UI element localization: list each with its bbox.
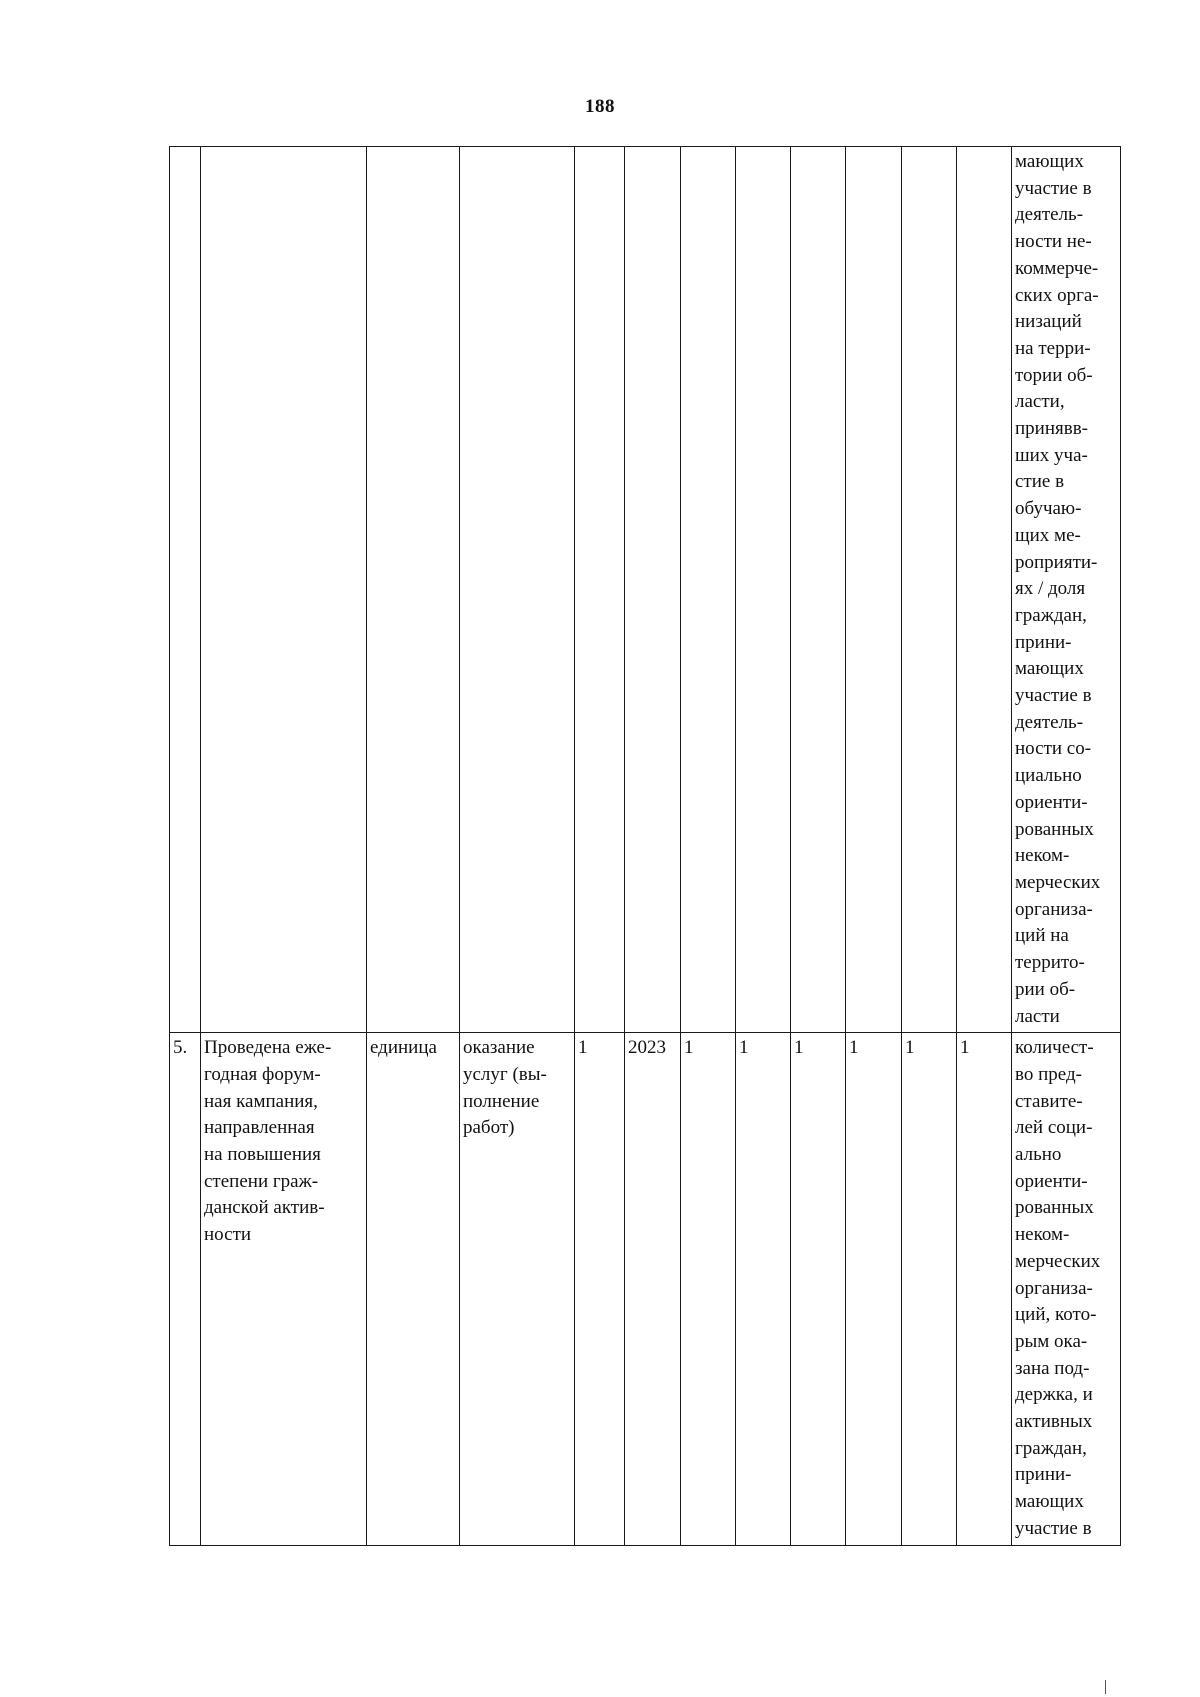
cell-line: щих ме-	[1015, 524, 1081, 546]
cell-line: прини-	[1015, 1464, 1072, 1486]
cell-line: ально	[1015, 1144, 1062, 1166]
cell-line: низаций	[1015, 311, 1082, 333]
cell-unit: единица	[367, 1033, 460, 1545]
cell-line: прини-	[1015, 631, 1072, 653]
cell-number	[170, 147, 201, 1033]
cell-value-1: 1	[681, 1033, 736, 1545]
cell-line: на терри-	[1015, 337, 1091, 359]
cell-base-value	[575, 147, 625, 1033]
page-number: 188	[585, 96, 615, 117]
cell-line: рым ока-	[1015, 1330, 1088, 1352]
cell-line: ности не-	[1015, 231, 1092, 253]
cell-line: рованных	[1015, 1197, 1094, 1219]
cell-line: ций, кото-	[1015, 1304, 1097, 1326]
cell-line: ций на	[1015, 925, 1069, 947]
cell-line: полнение	[463, 1090, 540, 1112]
cell-type	[460, 1033, 575, 1545]
cell-line: мающих	[1015, 1491, 1084, 1513]
cell-value-1	[681, 147, 736, 1033]
cell-value-2	[736, 147, 791, 1033]
cell-line: ских орга-	[1015, 284, 1099, 306]
cell-line: оказание	[463, 1037, 535, 1059]
cell-line: годная форум-	[204, 1063, 321, 1085]
cell-line: степени граж-	[204, 1170, 319, 1192]
cell-line: ности со-	[1015, 738, 1092, 760]
cell-line: мерческих	[1015, 871, 1101, 893]
cell-line: роприяти-	[1015, 551, 1098, 573]
cell-line: количест-	[1015, 1037, 1094, 1059]
cell-value-5	[902, 147, 957, 1033]
cell-value-4: 1	[846, 1033, 902, 1545]
cell-line: на повышения	[204, 1144, 321, 1166]
cell-line: мающих	[1015, 658, 1084, 680]
cell-line: участие в	[1015, 685, 1092, 707]
cell-base-value: 1	[575, 1033, 625, 1545]
cell-name	[201, 1033, 367, 1545]
cell-indicator	[1012, 1033, 1121, 1545]
cell-line: граждан,	[1015, 604, 1087, 626]
cell-line: ности	[204, 1224, 252, 1246]
cell-line: ная кампания,	[204, 1090, 318, 1112]
cell-line: ласти	[1015, 1005, 1060, 1027]
cell-line: активных	[1015, 1411, 1093, 1433]
cell-line: неком-	[1015, 845, 1070, 867]
cell-value-5: 1	[902, 1033, 957, 1545]
cell-line: обучаю-	[1015, 498, 1082, 520]
cell-type	[460, 147, 575, 1033]
cell-line: лей соци-	[1015, 1117, 1093, 1139]
cell-base-year: 2023	[625, 1033, 681, 1545]
cell-line: стие в	[1015, 471, 1065, 493]
cell-line: услуг (вы-	[463, 1063, 547, 1085]
cell-line: ших уча-	[1015, 444, 1088, 466]
cell-line: ставите-	[1015, 1090, 1083, 1112]
cell-base-year	[625, 147, 681, 1033]
cell-line: рии об-	[1015, 978, 1076, 1000]
cell-line: направленная	[204, 1117, 315, 1139]
cell-name	[201, 147, 367, 1033]
table-row-continued	[170, 147, 1121, 1033]
indicators-table	[169, 146, 1121, 1546]
cell-value-4	[846, 147, 902, 1033]
cell-line: участие в	[1015, 1517, 1092, 1539]
cell-line: Проведена еже-	[204, 1037, 332, 1059]
cell-number: 5.	[170, 1033, 201, 1545]
cell-line: во пред-	[1015, 1063, 1082, 1085]
cell-value-6	[957, 147, 1012, 1033]
cell-value-2: 1	[736, 1033, 791, 1545]
cell-line: ласти,	[1015, 391, 1065, 413]
cell-line: циально	[1015, 765, 1082, 787]
cell-line: организа-	[1015, 898, 1093, 920]
cell-line: данской актив-	[204, 1197, 325, 1219]
cell-line: принявв-	[1015, 418, 1089, 440]
cell-line: работ)	[463, 1117, 515, 1139]
cell-unit	[367, 147, 460, 1033]
cell-line: организа-	[1015, 1277, 1093, 1299]
cell-line: террито-	[1015, 952, 1085, 974]
cell-line: коммерче-	[1015, 257, 1099, 279]
cell-line: участие в	[1015, 177, 1092, 199]
cell-value-3: 1	[791, 1033, 846, 1545]
cell-line: зана под-	[1015, 1357, 1090, 1379]
cell-line: ях / доля	[1015, 578, 1086, 600]
cell-line: неком-	[1015, 1224, 1070, 1246]
table-row-5	[170, 1033, 1121, 1545]
cell-value-6: 1	[957, 1033, 1012, 1545]
cell-line: рованных	[1015, 818, 1094, 840]
cell-line: тории об-	[1015, 364, 1093, 386]
cell-line: держка, и	[1015, 1384, 1093, 1406]
scan-mark	[1105, 1680, 1106, 1694]
cell-line: мающих	[1015, 151, 1084, 172]
cell-line: деятель-	[1015, 711, 1084, 733]
cell-line: ориенти-	[1015, 791, 1088, 813]
cell-value-3	[791, 147, 846, 1033]
cell-line: ориенти-	[1015, 1170, 1088, 1192]
cell-line: мерческих	[1015, 1250, 1101, 1272]
cell-indicator	[1012, 147, 1121, 1033]
cell-line: граждан,	[1015, 1437, 1087, 1459]
cell-line: деятель-	[1015, 204, 1084, 226]
